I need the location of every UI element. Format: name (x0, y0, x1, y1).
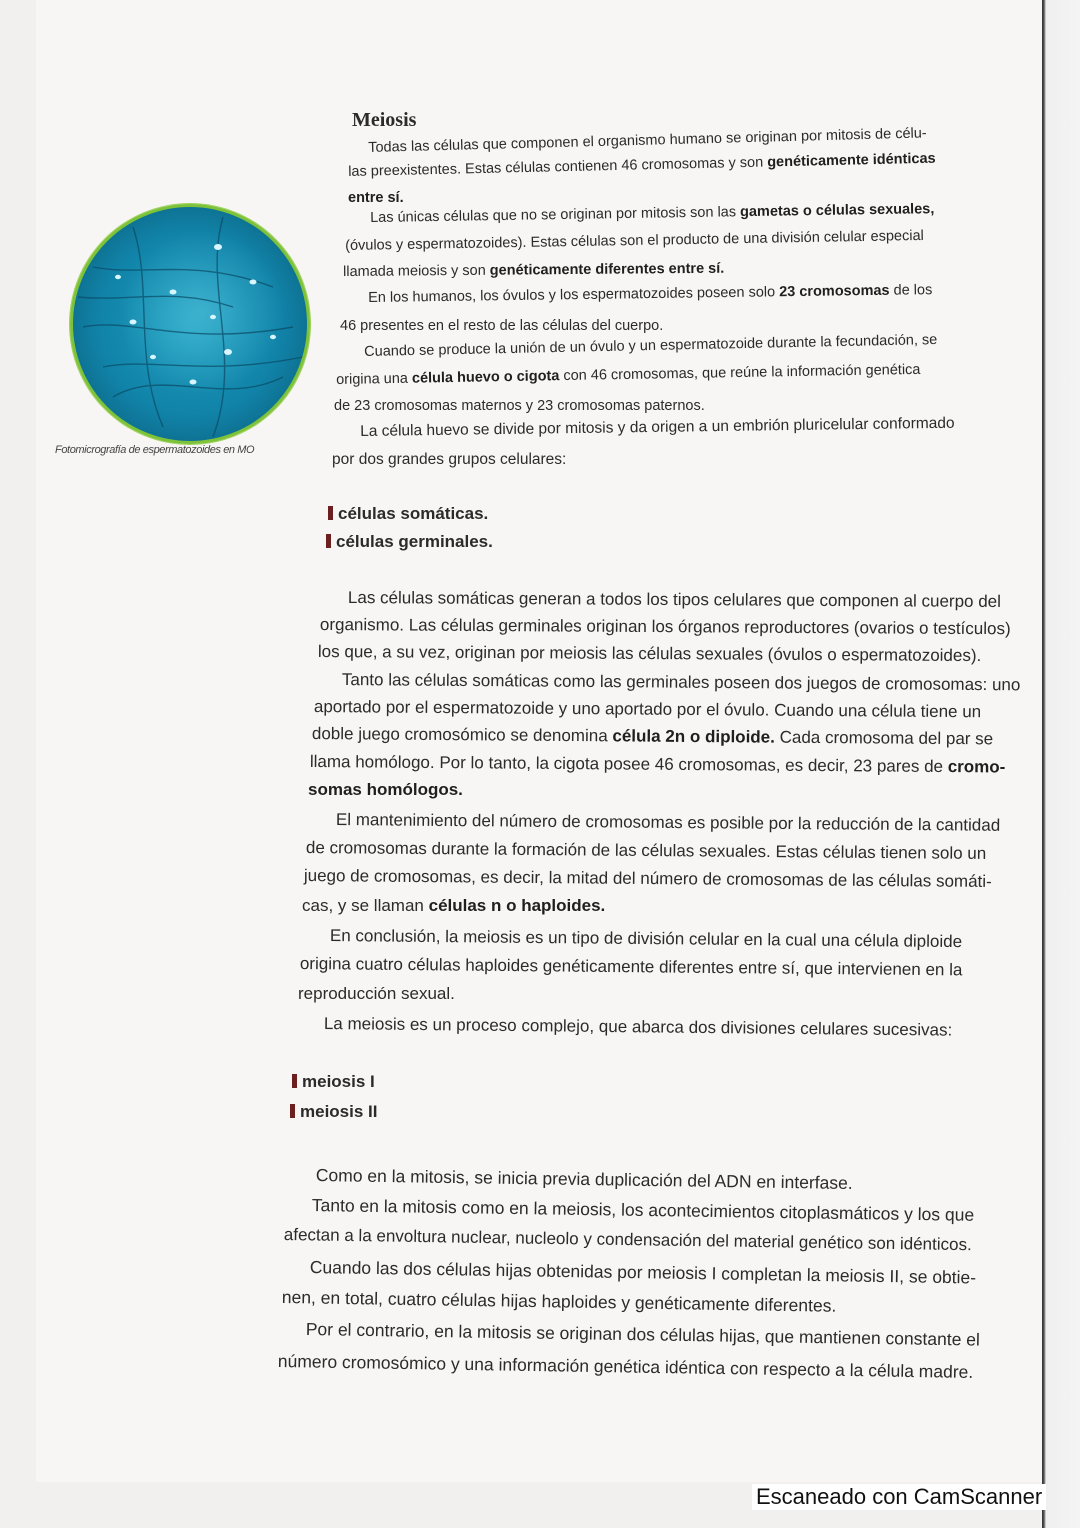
paragraph-line: de 23 cromosomas maternos y 23 cromosomas paternos. (334, 398, 705, 414)
paragraph-line: En los humanos, los óvulos y los espermatozoides poseen solo 23 cromosomas de los (368, 282, 933, 306)
paragraph-line: Por el contrario, en la mitosis se originan dos células hijas, que mantienen constante el (305, 1318, 981, 1350)
paragraph-line: Tanto en la mitosis como en la meiosis, los acontecimientos citoplasmáticos y los que (311, 1194, 975, 1225)
paragraph-line: juego de cromosomas, es decir, la mitad del número de cromosomas de las células somáti- (303, 866, 992, 892)
bullet-item-meiosis-ii: meiosis II (290, 1102, 377, 1122)
paragraph-line: En conclusión, la meiosis es un tipo de división celular en la cual una célula diploide (329, 926, 963, 952)
paragraph-line: El mantenimiento del número de cromosomas es posible por la reducción de la cantidad (335, 810, 1001, 835)
paragraph-line: aportado por el espermatozoide y uno aportado por el óvulo. Cuando una célula tiene un (313, 697, 982, 722)
page-edge-shadow (1042, 0, 1080, 1528)
paragraph-line: Como en la mitosis, se inicia previa duplicación del ADN en interfase. (315, 1164, 853, 1193)
paragraph-line: afectan a la envoltura nuclear, nucleolo y condensación del material genético son idénticos. (283, 1224, 972, 1255)
paragraph-line: La meiosis es un proceso complejo, que abarca dos divisiones celulares sucesivas: (323, 1014, 953, 1040)
paragraph-line: somas homólogos. (308, 780, 463, 799)
bullet-item-meiosis-i: meiosis I (292, 1072, 375, 1092)
paragraph-line: llama homólogo. Por lo tanto, la cigota posee 46 cromosomas, es decir, 23 pares de cromo- (309, 752, 1006, 777)
camscanner-watermark: Escaneado con CamScanner (752, 1484, 1046, 1510)
bullet-item-somatic: células somáticas. (328, 504, 488, 524)
paragraph-line: Cuando las dos células hijas obtenidas por meiosis I completan la meiosis II, se obtie- (309, 1256, 977, 1288)
figure-caption: Fotomicrografía de espermatozoides en MO (55, 444, 255, 456)
paragraph-line: nen, en total, cuatro células hijas haploides y genéticamente diferentes. (281, 1286, 837, 1316)
paragraph-line: reproducción sexual. (298, 984, 455, 1003)
paragraph-line: La célula huevo se divide por mitosis y da origen a un embrión pluricelular conformado (360, 414, 955, 440)
paragraph-line: (óvulos y espermatozoides). Estas células son el producto de una división celular especial (345, 227, 924, 254)
sperm-micrograph-image (70, 204, 310, 444)
paragraph-line: Cuando se produce la unión de un óvulo y un espermatozoide durante la fecundación, se (364, 331, 938, 360)
paragraph-line: los que, a su vez, originan por meiosis las células sexuales (óvulos o espermatozoides). (317, 642, 982, 666)
paragraph-line: entre sí. (348, 190, 404, 206)
paragraph-line: 46 presentes en el resto de las células del cuerpo. (340, 318, 664, 334)
paragraph-line: Todas las células que componen el organismo humano se originan por mitosis de célu- (368, 125, 927, 156)
bullet-item-germinal: células germinales. (326, 532, 493, 552)
paragraph-line: llamada meiosis y son genéticamente diferentes entre sí. (343, 260, 725, 280)
paragraph-line: por dos grandes grupos celulares: (332, 451, 567, 468)
paragraph-line: origina una célula huevo o cigota con 46 cromosomas, que reúne la información genética (336, 361, 921, 388)
section-title: Meiosis (352, 109, 417, 131)
paragraph-line: las preexistentes. Estas células contienen 46 cromosomas y son genéticamente idénticas (348, 150, 936, 180)
paragraph-line: número cromosómico y una información genética idéntica con respecto a la célula madre. (277, 1350, 974, 1382)
paragraph-line: de cromosomas durante la formación de las células sexuales. Estas células tienen solo un (305, 838, 987, 863)
paragraph-line: doble juego cromosómico se denomina célula 2n o diploide. Cada cromosoma del par se (311, 724, 994, 749)
paragraph-line: organismo. Las células germinales originan los órganos reproductores (ovarios o testículos) (319, 615, 1011, 639)
paragraph-line: Tanto las células somáticas como las germinales poseen dos juegos de cromosomas: uno (341, 670, 1021, 695)
paragraph-line: Las únicas células que no se originan por mitosis son las gametas o células sexuales, (370, 201, 935, 226)
paragraph-line: origina cuatro células haploides genéticamente diferentes entre sí, que intervienen en la (299, 954, 963, 980)
paragraph-line: Las células somáticas generan a todos los tipos celulares que componen al cuerpo del (347, 588, 1002, 611)
paragraph-line: cas, y se llaman células n o haploides. (302, 896, 606, 915)
